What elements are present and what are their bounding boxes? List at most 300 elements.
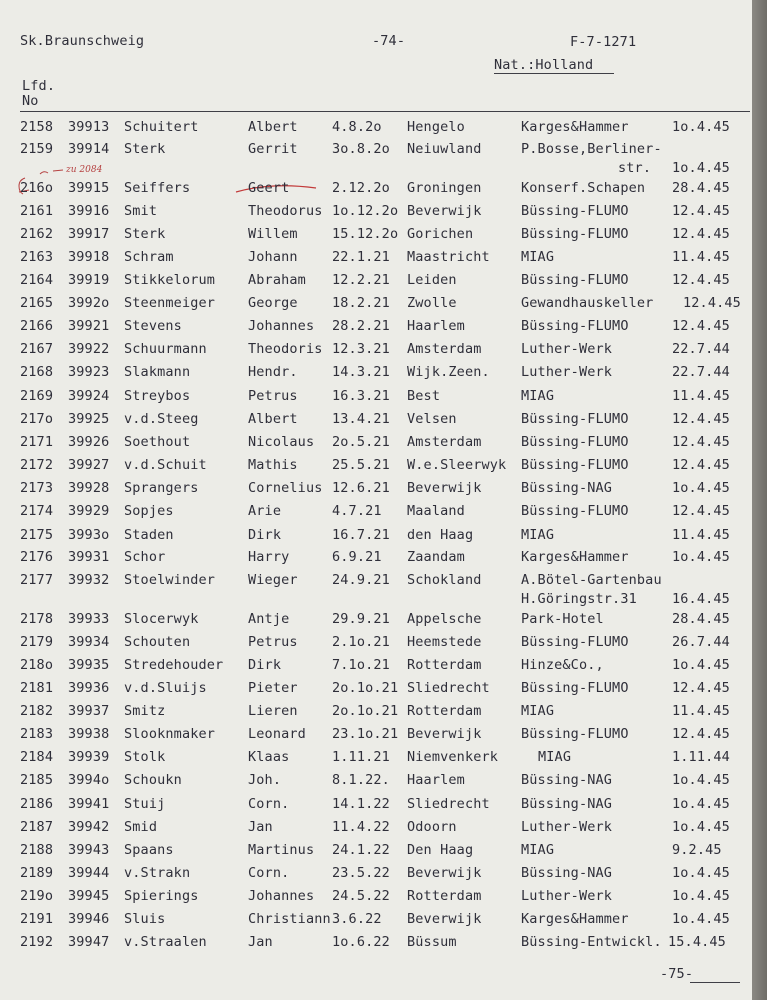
row-birth-date: 24.5.22 [332,888,390,904]
table-row [0,318,752,336]
row-employer-line2: H.Göringstr.31 [521,591,637,607]
row-birth-date: 22.1.21 [332,249,390,265]
table-row [0,772,752,790]
row-first-name: Klaas [248,749,290,765]
row-date: 1o.4.45 [672,888,730,904]
row-first-name: Leonard [248,726,306,742]
row-number: 39945 [68,888,110,904]
table-row [0,572,752,607]
row-surname: Slocerwyk [124,611,199,627]
row-birth-date: 4.7.21 [332,503,382,519]
row-surname: Spaans [124,842,174,858]
row-employer: A.Bötel-Gartenbau [521,572,662,588]
row-date: 1o.4.45 [672,772,730,788]
row-birth-date: 16.3.21 [332,388,390,404]
row-number: 39917 [68,226,110,242]
row-surname: v.Straalen [124,934,207,950]
row-date: 1o.4.45 [672,911,730,927]
row-number: 39941 [68,796,110,812]
row-number: 39919 [68,272,110,288]
row-surname: Steenmeiger [124,295,216,311]
row-employer: Büssing-NAG [521,865,613,881]
row-employer: Karges&Hammer [521,911,629,927]
row-birth-date: 18.2.21 [332,295,390,311]
row-birth-date: 12.2.21 [332,272,390,288]
row-birth-date: 15.12.2o [332,226,399,242]
row-number: 39923 [68,364,110,380]
row-number: 39934 [68,634,110,650]
table-row [0,503,752,521]
row-surname: Schuurmann [124,341,207,357]
table-row [0,203,752,221]
row-birthplace: Sliedrecht [407,796,490,812]
row-birth-date: 6.9.21 [332,549,382,565]
row-first-name: Mathis [248,457,298,473]
column-no: No [22,93,39,109]
table-row [0,703,752,721]
row-employer: MIAG [521,703,555,719]
row-employer: Luther-Werk [521,819,613,835]
row-lfd: 2187 [20,819,54,835]
row-number: 39916 [68,203,110,219]
row-lfd: 216o [20,180,54,196]
row-employer: Büssing-FLUMO [521,503,629,519]
row-first-name: Joh. [248,772,282,788]
row-date: 12.4.45 [672,503,730,519]
row-employer: MIAG [521,249,555,265]
row-birthplace: Appelsche [407,611,482,627]
row-birth-date: 14.3.21 [332,364,390,380]
row-date: 26.7.44 [672,634,730,650]
row-first-name: Lieren [248,703,298,719]
row-birthplace: Velsen [407,411,457,427]
row-lfd: 2164 [20,272,54,288]
next-page-number: -75- [660,966,694,982]
table-row [0,388,752,406]
row-number: 39933 [68,611,110,627]
row-surname: v.d.Steeg [124,411,199,427]
row-birthplace: Büssum [407,934,457,950]
row-number: 39946 [68,911,110,927]
row-birth-date: 24.9.21 [332,572,390,588]
row-birthplace: Haarlem [407,772,465,788]
row-employer: P.Bosse,Berliner- [521,141,662,157]
row-birthplace: Gorichen [407,226,474,242]
row-lfd: 2175 [20,527,54,543]
page-number: -74- [372,33,406,49]
table-row [0,527,752,545]
table-row [0,726,752,744]
table-row [0,549,752,567]
row-first-name: Jan [248,819,273,835]
row-birthplace: Zwolle [407,295,457,311]
row-number: 39922 [68,341,110,357]
row-birth-date: 28.2.21 [332,318,390,334]
column-lfd: Lfd. [22,78,56,94]
row-surname: Spierings [124,888,199,904]
row-lfd: 2179 [20,634,54,650]
row-birthplace: Den Haag [407,842,474,858]
row-number: 39932 [68,572,110,588]
row-number: 39943 [68,842,110,858]
table-row [0,119,752,137]
row-surname: v.d.Schuit [124,457,207,473]
row-first-name: Pieter [248,680,298,696]
row-birthplace: Leiden [407,272,457,288]
row-number: 39926 [68,434,110,450]
row-birthplace: Beverwijk [407,480,482,496]
row-lfd: 2189 [20,865,54,881]
table-row [0,634,752,652]
table-row [0,842,752,860]
row-date: 1o.4.45 [672,865,730,881]
row-date: 12.4.45 [672,457,730,473]
table-row [0,819,752,837]
row-first-name: Dirk [248,527,282,543]
row-birthplace: Schokland [407,572,482,588]
footer-rule [690,982,740,983]
row-birthplace: Beverwijk [407,911,482,927]
row-lfd: 2181 [20,680,54,696]
row-lfd: 2167 [20,341,54,357]
row-first-name: Albert [248,411,298,427]
row-date: 12.4.45 [672,680,730,696]
row-surname: Slooknmaker [124,726,216,742]
row-birth-date: 29.9.21 [332,611,390,627]
row-employer: Büssing-NAG [521,480,613,496]
row-employer: Büssing-FLUMO [521,434,629,450]
row-surname: Sopjes [124,503,174,519]
row-lfd: 2159 [20,141,54,157]
row-birth-date: 12.3.21 [332,341,390,357]
row-surname: Smitz [124,703,166,719]
row-birth-date: 2.12.2o [332,180,390,196]
row-birth-date: 2o.1o.21 [332,680,399,696]
row-date: 1o.4.45 [672,549,730,565]
table-row [0,749,752,767]
row-date: 12.4.45 [672,272,730,288]
row-employer: Büssing-FLUMO [521,318,629,334]
row-lfd: 2158 [20,119,54,135]
row-number: 39938 [68,726,110,742]
row-date: 1o.4.45 [672,480,730,496]
row-employer: MIAG [521,388,555,404]
row-date: 1.11.44 [672,749,730,765]
row-lfd: 2161 [20,203,54,219]
row-first-name: Petrus [248,634,298,650]
row-surname: Soethout [124,434,191,450]
row-employer: Park-Hotel [521,611,604,627]
row-surname: Staden [124,527,174,543]
row-date: 16.4.45 [672,591,730,607]
row-number: 39925 [68,411,110,427]
table-row [0,611,752,629]
row-birth-date: 14.1.22 [332,796,390,812]
row-lfd: 219o [20,888,54,904]
row-surname: Schram [124,249,174,265]
row-employer: Büssing-FLUMO [521,680,629,696]
table-row [0,341,752,359]
row-date: 11.4.45 [672,249,730,265]
row-lfd: 2162 [20,226,54,242]
row-number: 39928 [68,480,110,496]
table-row [0,480,752,498]
row-first-name: Johannes [248,318,315,334]
row-lfd: 217o [20,411,54,427]
row-number: 39921 [68,318,110,334]
row-lfd: 2178 [20,611,54,627]
row-number: 39942 [68,819,110,835]
row-date: 12.4.45 [672,226,730,242]
row-surname: Slakmann [124,364,191,380]
row-date: 1o.4.45 [672,119,730,135]
row-lfd: 2192 [20,934,54,950]
row-birthplace: Amsterdam [407,434,482,450]
row-birthplace: Rotterdam [407,888,482,904]
row-birthplace: W.e.Sleerwyk [407,457,507,473]
row-date: 11.4.45 [672,388,730,404]
row-surname: Schouten [124,634,191,650]
row-lfd: 2185 [20,772,54,788]
row-surname: Sterk [124,226,166,242]
row-birth-date: 3.6.22 [332,911,382,927]
row-employer: MIAG [521,842,555,858]
table-row [0,680,752,698]
row-birthplace: Maastricht [407,249,490,265]
row-first-name: Corn. [248,865,290,881]
annotation-text: zu 2084 [66,165,103,175]
row-date: 28.4.45 [672,180,730,196]
row-date: 12.4.45 [672,411,730,427]
row-lfd: 2165 [20,295,54,311]
row-first-name: Geert [248,180,290,196]
row-birthplace: Best [407,388,441,404]
row-first-name: Johannes [248,888,315,904]
row-employer: Büssing-NAG [521,796,613,812]
table-row [0,657,752,675]
row-surname: Seiffers [124,180,191,196]
row-number: 3992o [68,295,110,311]
row-first-name: Christiann [248,911,331,927]
row-surname: Stredehouder [124,657,224,673]
row-employer: Büssing-Entwickl. [521,934,662,950]
row-number: 39929 [68,503,110,519]
row-birthplace: Zaandam [407,549,465,565]
row-number: 39935 [68,657,110,673]
row-birth-date: 2.1o.21 [332,634,390,650]
row-first-name: Martinus [248,842,315,858]
row-birthplace: Beverwijk [407,726,482,742]
row-surname: v.Strakn [124,865,191,881]
nationality-underline [494,73,614,74]
row-number: 39947 [68,934,110,950]
row-lfd: 2174 [20,503,54,519]
row-birthplace: Amsterdam [407,341,482,357]
row-first-name: Antje [248,611,290,627]
row-first-name: Theodorus [248,203,323,219]
row-number: 39931 [68,549,110,565]
row-number: 3994o [68,772,110,788]
row-lfd: 218o [20,657,54,673]
row-lfd: 2176 [20,549,54,565]
row-surname: Streybos [124,388,191,404]
row-lfd: 2188 [20,842,54,858]
camp-name: Sk.Braunschweig [20,33,145,49]
row-number: 39918 [68,249,110,265]
row-birthplace: Haarlem [407,318,465,334]
table-row [0,295,752,313]
table-row [0,888,752,906]
row-surname: Schor [124,549,166,565]
row-birth-date: 4.8.2o [332,119,382,135]
row-first-name: Jan [248,934,273,950]
row-lfd: 2171 [20,434,54,450]
table-row [0,180,752,198]
row-birth-date: 23.1o.21 [332,726,399,742]
row-first-name: Cornelius [248,480,323,496]
row-first-name: Corn. [248,796,290,812]
row-surname: Stikkelorum [124,272,216,288]
row-lfd: 2163 [20,249,54,265]
row-surname: Stolk [124,749,166,765]
row-lfd: 2182 [20,703,54,719]
row-employer: MIAG [538,749,572,765]
table-row [0,934,752,952]
row-first-name: Arie [248,503,282,519]
row-employer: Karges&Hammer [521,549,629,565]
table-row [0,796,752,814]
row-surname: Schuitert [124,119,199,135]
row-number: 39944 [68,865,110,881]
row-surname: Schoukn [124,772,182,788]
row-first-name: Petrus [248,388,298,404]
row-first-name: Gerrit [248,141,298,157]
row-date: 15.4.45 [668,934,726,950]
row-employer: Luther-Werk [521,341,613,357]
row-first-name: Albert [248,119,298,135]
row-birthplace: Maaland [407,503,465,519]
row-lfd: 2184 [20,749,54,765]
row-lfd: 2168 [20,364,54,380]
row-surname: Smit [124,203,158,219]
row-date: 1o.4.45 [672,657,730,673]
row-birth-date: 2o.5.21 [332,434,390,450]
row-first-name: George [248,295,298,311]
row-birthplace: Groningen [407,180,482,196]
row-date: 12.4.45 [672,434,730,450]
row-date: 28.4.45 [672,611,730,627]
row-birthplace: Sliedrecht [407,680,490,696]
table-row [0,364,752,382]
row-birthplace: Rotterdam [407,703,482,719]
row-birthplace: Beverwijk [407,203,482,219]
row-employer-line2: str. [618,160,652,176]
row-first-name: Wieger [248,572,298,588]
row-lfd: 2183 [20,726,54,742]
row-surname: Stuij [124,796,166,812]
row-lfd: 2186 [20,796,54,812]
row-number: 39913 [68,119,110,135]
row-employer: Büssing-FLUMO [521,726,629,742]
row-date: 11.4.45 [672,703,730,719]
row-birthplace: Wijk.Zeen. [407,364,490,380]
row-birth-date: 7.1o.21 [332,657,390,673]
row-first-name: Willem [248,226,298,242]
row-first-name: Dirk [248,657,282,673]
row-birth-date: 2o.1o.21 [332,703,399,719]
row-employer: Karges&Hammer [521,119,629,135]
row-date: 1o.4.45 [672,819,730,835]
row-lfd: 2166 [20,318,54,334]
row-date: 22.7.44 [672,341,730,357]
row-birthplace: den Haag [407,527,474,543]
row-birthplace: Neiuwland [407,141,482,157]
row-birth-date: 1.11.21 [332,749,390,765]
row-employer: Konserf.Schapen [521,180,646,196]
row-first-name: Harry [248,549,290,565]
row-date: 12.4.45 [672,318,730,334]
file-reference: F-7-1271 [570,34,637,50]
row-surname: Stoelwinder [124,572,216,588]
row-birthplace: Beverwijk [407,865,482,881]
row-employer: Luther-Werk [521,364,613,380]
row-birth-date: 25.5.21 [332,457,390,473]
row-birth-date: 16.7.21 [332,527,390,543]
row-birth-date: 1o.6.22 [332,934,390,950]
row-number: 3993o [68,527,110,543]
row-lfd: 2191 [20,911,54,927]
row-surname: v.d.Sluijs [124,680,207,696]
row-date: 11.4.45 [672,527,730,543]
row-number: 39915 [68,180,110,196]
row-birth-date: 13.4.21 [332,411,390,427]
row-lfd: 2172 [20,457,54,473]
row-surname: Sprangers [124,480,199,496]
row-number: 39937 [68,703,110,719]
row-birth-date: 11.4.22 [332,819,390,835]
row-employer: Büssing-FLUMO [521,411,629,427]
row-date: 1o.4.45 [672,796,730,812]
row-surname: Sluis [124,911,166,927]
row-employer: Luther-Werk [521,888,613,904]
row-number: 39927 [68,457,110,473]
row-employer: Büssing-FLUMO [521,226,629,242]
row-lfd: 2169 [20,388,54,404]
row-date: 1o.4.45 [672,160,730,176]
row-employer: Büssing-FLUMO [521,272,629,288]
row-employer: MIAG [521,527,555,543]
row-birth-date: 24.1.22 [332,842,390,858]
row-employer: Gewandhauskeller [521,295,654,311]
row-first-name: Johann [248,249,298,265]
table-row [0,457,752,475]
row-first-name: Theodoris [248,341,323,357]
table-row [0,249,752,267]
table-row [0,272,752,290]
row-birth-date: 23.5.22 [332,865,390,881]
row-number: 39924 [68,388,110,404]
row-surname: Smid [124,819,158,835]
row-birthplace: Odoorn [407,819,457,835]
row-surname: Stevens [124,318,182,334]
row-birth-date: 12.6.21 [332,480,390,496]
row-birth-date: 3o.8.2o [332,141,390,157]
row-surname: Sterk [124,141,166,157]
table-row [0,226,752,244]
row-employer: Büssing-NAG [521,772,613,788]
row-first-name: Nicolaus [248,434,315,450]
row-number: 39914 [68,141,110,157]
